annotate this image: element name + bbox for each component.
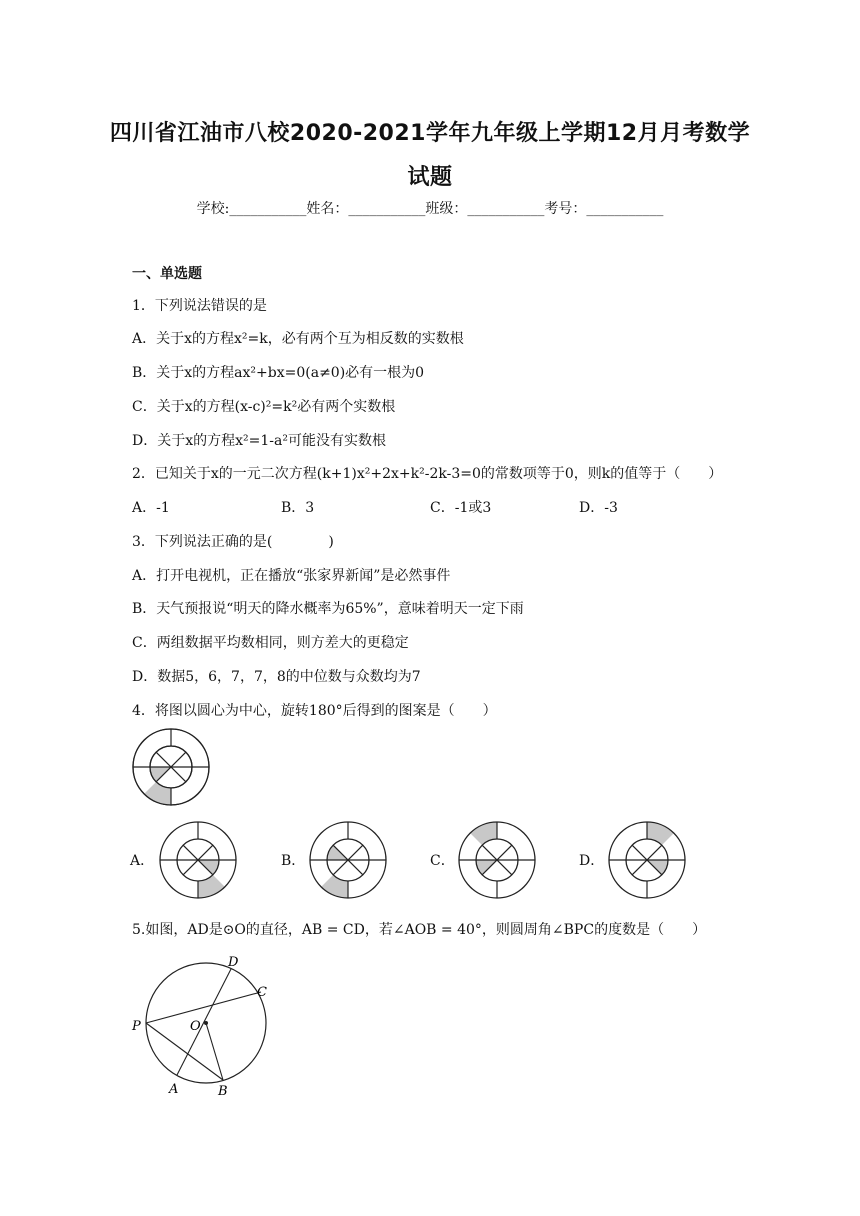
q1-option-a: A．关于x的方程x²=k，必有两个互为相反数的实数根 — [132, 331, 464, 347]
point-label-o: O — [190, 1019, 201, 1034]
q4-option-a-label: A． — [130, 853, 155, 869]
student-info-line: 学校:___________姓名：___________班级：___________考号：___________ — [196, 201, 664, 217]
q4-option-b-label: B． — [281, 853, 306, 869]
q3-option-d: D．数据5，6，7，7，8的中位数与众数均为7 — [132, 669, 421, 685]
q2-option-b: B．3 — [281, 500, 315, 516]
q4-original-outer-shade — [144, 782, 171, 805]
point-label-d: D — [228, 955, 239, 970]
q1-stem: 1．下列说法错误的是 — [132, 298, 267, 314]
q5-circle-figure — [124, 950, 284, 1100]
q1-option-b: B．关于x的方程ax²+bx=0(a≠0)必有一根为0 — [132, 365, 425, 381]
q3-option-b: B．天气预报说“明天的降水概率为65%”，意味着明天一定下雨 — [132, 601, 524, 617]
q4-option-d-figure — [606, 820, 688, 900]
q4-original-inner-shade — [150, 767, 171, 782]
q3-option-a: A．打开电视机，正在播放“张家界新闻”是必然事件 — [132, 568, 451, 584]
q4-stem: 4．将图以圆心为中心，旋转180°后得到的图案是（ ） — [132, 703, 497, 719]
q4-option-a-figure — [157, 820, 239, 900]
point-label-c: C — [257, 985, 267, 1000]
q4-original-figure — [130, 727, 212, 807]
q4-option-c-figure — [456, 820, 538, 900]
q2-stem: 2．已知关于x的一元二次方程(k+1)x²+2x+k²-2k-3=0的常数项等于0，则k的值等于（ ） — [132, 466, 723, 482]
q3-option-c: C．两组数据平均数相同，则方差大的更稳定 — [132, 635, 409, 651]
section-heading: 一、单选题 — [132, 266, 202, 282]
q5-stem: 5.如图，AD是⊙O的直径，AB = CD，若∠AOB = 40°，则圆周角∠BPC的度数是（ ） — [132, 922, 707, 938]
q4-option-c-label: C． — [430, 853, 455, 869]
point-label-a: A — [169, 1082, 179, 1097]
q3-stem: 3．下列说法正确的是( ) — [132, 534, 334, 550]
q2-option-c: C．-1或3 — [430, 500, 492, 516]
point-label-b: B — [218, 1084, 228, 1099]
q1-option-d: D．关于x的方程x²=1-a²可能没有实数根 — [132, 433, 386, 449]
exam-title-line1: 四川省江油市八校2020-2021学年九年级上学期12月月考数学 — [109, 121, 751, 146]
q2-option-d: D．-3 — [579, 500, 618, 516]
q4-option-b-figure — [307, 820, 389, 900]
q1-option-c: C．关于x的方程(x-c)²=k²必有两个实数根 — [132, 399, 396, 415]
exam-title-line2: 试题 — [407, 165, 453, 190]
point-label-p: P — [132, 1019, 141, 1034]
q4-option-d-label: D． — [579, 853, 605, 869]
q2-option-a: A．-1 — [132, 500, 170, 516]
